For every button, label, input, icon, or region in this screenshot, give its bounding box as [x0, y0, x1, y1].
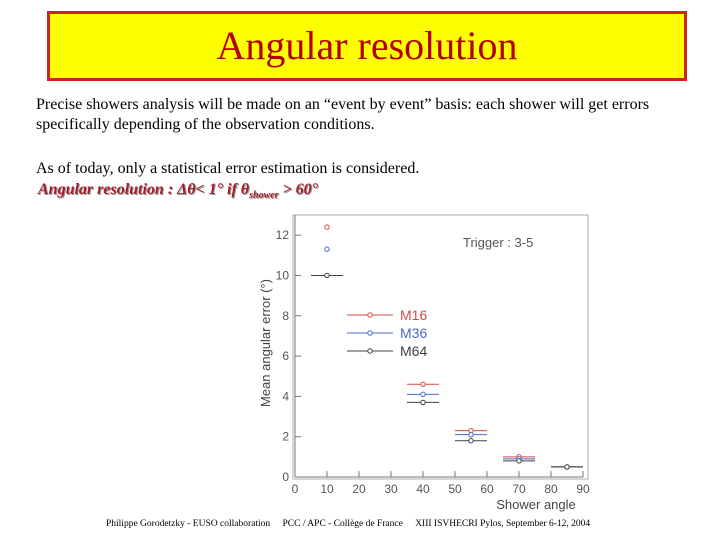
data-point-m64: [421, 400, 425, 404]
resolution-middle: < 1° if: [195, 181, 241, 198]
shower-subscript: shower: [249, 190, 279, 202]
y-tick-label: 12: [275, 228, 289, 243]
legend-label-m16: M16: [400, 307, 428, 323]
angular-error-chart: [255, 205, 595, 515]
theta-shower-symbol: θ: [240, 181, 250, 198]
y-tick-label: 8: [282, 308, 289, 323]
data-point-m36: [469, 432, 473, 436]
data-point-m64: [325, 273, 329, 277]
x-tick-label: 90: [576, 482, 590, 496]
y-tick-label: 2: [282, 429, 289, 444]
y-tick-label: 4: [282, 389, 289, 404]
x-axis-label: Shower angle: [496, 497, 576, 512]
y-tick-label: 0: [282, 470, 289, 484]
data-point-m16: [421, 382, 425, 386]
y-tick-label: 6: [282, 349, 289, 364]
footer-institute: PCC / APC - Collège de France: [282, 519, 403, 529]
data-point-m64: [565, 465, 569, 469]
footer-author: Philippe Gorodetzky - EUSO collaboration: [106, 519, 271, 529]
intro-paragraph: Precise showers analysis will be made on an “event by event” basis: each shower will get errors specifically depending of the observation conditions.: [36, 96, 650, 133]
slide-title: Angular resolution: [216, 23, 518, 68]
y-axis-label: Mean angular error (°): [258, 278, 273, 408]
data-point-m64: [469, 439, 473, 443]
x-tick-label: 0: [291, 482, 299, 496]
data-point-m64: [517, 459, 521, 463]
legend-marker-m64: [368, 349, 372, 353]
footer: [106, 519, 600, 529]
status-paragraph: As of today, only a statistical error estimation is considered.: [36, 160, 420, 177]
resolution-prefix: Angular resolution :: [38, 181, 178, 198]
x-tick-label: 60: [480, 482, 494, 496]
data-point-m16: [325, 225, 329, 229]
x-tick-label: 70: [512, 482, 526, 496]
legend-marker-m36: [368, 331, 372, 335]
x-tick-label: 30: [384, 482, 398, 496]
plot-frame: [293, 215, 588, 479]
x-tick-label: 50: [448, 482, 462, 496]
x-tick-label: 20: [352, 482, 366, 496]
delta-symbol: Δ: [177, 181, 188, 198]
footer-event: XIII ISVHECRI Pylos, September 6-12, 2004: [415, 519, 591, 529]
resolution-statement: [38, 181, 318, 201]
x-tick-label: 40: [416, 482, 430, 496]
legend-marker-m16: [368, 313, 372, 317]
theta-symbol: θ: [187, 181, 196, 198]
resolution-suffix: > 60°: [278, 181, 319, 198]
data-point-m36: [421, 392, 425, 396]
slide-title-box: [47, 11, 687, 81]
legend-label-m36: M36: [400, 325, 428, 341]
x-tick-label: 10: [320, 482, 334, 496]
y-tick-label: 10: [275, 268, 289, 283]
x-tick-label: 80: [544, 482, 558, 496]
legend-label-m64: M64: [400, 343, 428, 359]
trigger-annotation: Trigger : 3-5: [463, 235, 534, 250]
data-point-m36: [325, 247, 329, 251]
